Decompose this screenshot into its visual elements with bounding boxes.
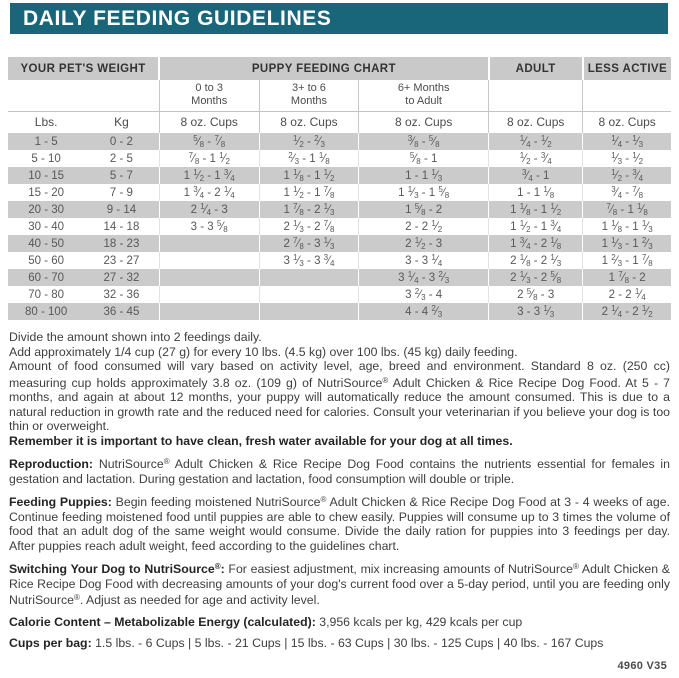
- cell-lbs: 60 - 70: [8, 269, 84, 286]
- paragraph-text: 3,956 kcals per kg, 429 kcals per cup: [315, 614, 523, 629]
- cell-kg: 14 - 18: [103, 220, 140, 233]
- cell-m0_3: $^7⁄_8 - 1$ $^1⁄_2$: [159, 150, 259, 167]
- note-paragraph: [9, 636, 670, 651]
- cell-kg: 32 - 36: [103, 288, 140, 301]
- cell-m0_3: [159, 303, 259, 320]
- cell-less_active: $^3⁄_4$ - $^7⁄_8$: [583, 184, 671, 201]
- cell-lbs: 30 - 40: [28, 220, 65, 233]
- cell-kg: 27 - 32: [84, 269, 159, 286]
- cell-kg: 2 - 5: [109, 152, 133, 165]
- cell-lbs: 20 - 30: [8, 201, 84, 218]
- cell-m3_6: 2 $^7⁄_8 - 3$ $^1⁄_3$: [259, 235, 358, 252]
- paragraph-lead: Calorie Content – Metabolizable Energy (calculated):: [9, 614, 316, 629]
- paragraph-lead: Cups per bag:: [9, 636, 92, 650]
- cell-m0_3: 2 $^1⁄_4 - 3$: [159, 201, 259, 218]
- cell-m3_6: $^2⁄_3 - 1$ $^1⁄_8$: [259, 150, 358, 167]
- intro-line-1: Divide the amount shown into 2 feedings daily.: [9, 330, 262, 344]
- table-row: [8, 184, 671, 201]
- header-puppy-feeding-chart: PUPPY FEEDING CHART: [159, 57, 488, 80]
- table-row: [8, 235, 671, 252]
- cell-adult: 2 $^1⁄_8 - 2$ $^1⁄_3$: [489, 252, 583, 269]
- cell-m6_adult: 2 $^1⁄_2 - 3$: [359, 235, 489, 252]
- note-paragraph: [9, 493, 670, 553]
- cell-kg: 5 - 7: [84, 167, 159, 184]
- title-bar: [10, 3, 668, 34]
- header-0-3-months: 0 to 3 Months: [159, 80, 259, 111]
- cell-m6_adult: 1 - 1 $^1⁄_3$: [359, 167, 489, 184]
- cell-m3_6: 1 $^1⁄_8 - 1$ $^1⁄_2$: [259, 167, 358, 184]
- unit-cups-0-3: 8 oz. Cups: [159, 111, 259, 133]
- cell-adult: $^1⁄_4$ - $^1⁄_2$: [489, 133, 583, 150]
- cell-m0_3: [159, 269, 259, 286]
- cell-less_active: $^1⁄_3$ - $^1⁄_2$: [583, 150, 671, 167]
- unit-cups-6-adult: 8 oz. Cups: [359, 111, 489, 133]
- cell-kg: 36 - 45: [84, 303, 159, 320]
- table-row: [8, 133, 671, 150]
- paragraph-text: For easiest adjustment, mix increasing amounts of NutriSource® Adult Chicken & Rice Recipe Dog Food with decreasing amounts of your dog's current food over a 5-day period, until you are feeding only NutriSource®. Adjust as needed for age and activity level.: [9, 562, 670, 607]
- cell-less_active: 1 $^2⁄_3 - 1$ $^7⁄_8$: [583, 252, 671, 269]
- cell-kg: 0 - 2: [84, 133, 159, 150]
- unit-cups-3-6: 8 oz. Cups: [259, 111, 358, 133]
- table-row: [8, 218, 671, 235]
- cell-lbs: 70 - 80: [28, 288, 65, 301]
- cell-lbs: 10 - 15: [8, 167, 84, 184]
- table-row: [8, 303, 671, 320]
- units-header-row: [8, 111, 671, 133]
- cell-lbs: 50 - 60: [28, 254, 65, 267]
- cell-m0_3: $^5⁄_8$ - $^7⁄_8$: [159, 133, 259, 150]
- cell-adult: 1 $^1⁄_8 - 1$ $^1⁄_2$: [489, 201, 583, 218]
- cell-m3_6: 1 $^7⁄_8 - 2$ $^1⁄_3$: [259, 201, 358, 218]
- cell-m6_adult: 3 $^2⁄_3 - 4$: [359, 286, 489, 303]
- feeding-table: [8, 57, 671, 320]
- cell-less_active: $^1⁄_4$ - $^1⁄_3$: [583, 133, 671, 150]
- paragraph-text: 1.5 lbs. - 6 Cups | 5 lbs. - 21 Cups | 15 lbs. - 63 Cups | 30 lbs. - 125 Cups | 40 lbs. - 167 Cups: [91, 636, 604, 650]
- cell-m0_3: [159, 286, 259, 303]
- cell-m0_3: 3 - 3 $^5⁄_8$: [159, 218, 259, 235]
- cell-adult: 3 - 3 $^1⁄_3$: [489, 303, 583, 320]
- header-3-6-months: 3+ to 6 Months: [259, 80, 358, 111]
- intro-body: Amount of food consumed will vary based on activity level, age, breed and environment. Standard 8 oz. (250 cc) measuring cup holds approximately 3.8 oz. (109 g) of NutriSource® Adult Chicken & Rice Recipe Dog Food. At 5 - 7 months, and again at about 12 months, your puppy will automatically reduce the amount consumed. This is due to a natural reduction in growth rate and the reduced need for calories. Consult your veterinarian if you believe your dog is too thin or overweight.: [9, 359, 670, 433]
- cell-m0_3: 1 $^1⁄_2 - 1$ $^3⁄_4$: [159, 167, 259, 184]
- cell-lbs: 15 - 20: [28, 186, 65, 199]
- table-row: [8, 150, 671, 167]
- note-paragraph: [9, 455, 670, 486]
- cell-m6_adult: $^5⁄_8 - 1$: [359, 150, 489, 167]
- cell-lbs: 80 - 100: [8, 303, 84, 320]
- cell-m0_3: [159, 235, 259, 252]
- form-code: 4960 V35: [617, 660, 667, 672]
- cell-m6_adult: $^3⁄_8$ - $^5⁄_8$: [359, 133, 489, 150]
- cell-m6_adult: 2 - 2 $^1⁄_2$: [359, 218, 489, 235]
- cell-m0_3: 1 $^3⁄_4 - 2$ $^1⁄_4$: [159, 184, 259, 201]
- cell-less_active: 1 $^1⁄_8 - 1$ $^1⁄_3$: [583, 218, 671, 235]
- cell-adult: 1 - 1 $^1⁄_8$: [489, 184, 583, 201]
- fresh-water-note: Remember it is important to have clean, fresh water available for your dog at all times.: [9, 433, 513, 448]
- cell-m6_adult: 1 $^1⁄_3 - 1$ $^5⁄_8$: [359, 184, 489, 201]
- cell-less_active: $^1⁄_2$ - $^3⁄_4$: [583, 167, 671, 184]
- paragraph-text: NutriSource® Adult Chicken & Rice Recipe Dog Food contains the nutrients essential for females in gestation and lactation. During gestation and lactation, food consumption will double or triple.: [9, 457, 670, 486]
- cell-m3_6: 2 $^1⁄_3 - 2$ $^7⁄_8$: [259, 218, 358, 235]
- cell-adult: 1 $^1⁄_2 - 1$ $^3⁄_4$: [489, 218, 583, 235]
- note-paragraph: [9, 560, 670, 608]
- paragraph-text: Begin feeding moistened NutriSource® Adult Chicken & Rice Recipe Dog Food at 3 - 4 weeks of age. Continue feeding moistened food until puppies are able to chew easily. Puppies will consume up to 3 times the volume of food that an adult dog of the same weight would consume. Divide the daily ration for puppies into 3 feedings per day. After puppies reach adult weight, feed according to the guidelines chart.: [9, 495, 670, 553]
- paragraph-lead: Reproduction:: [9, 457, 94, 471]
- group-header-row: [8, 57, 671, 80]
- header-6-months-to-adult: 6+ Months to Adult: [359, 80, 489, 111]
- note-paragraph: [9, 615, 670, 630]
- cell-m6_adult: 4 - 4 $^2⁄_3$: [359, 303, 489, 320]
- paragraph-lead: Switching Your Dog to NutriSource®:: [9, 562, 225, 576]
- cell-kg: 18 - 23: [84, 235, 159, 252]
- table-row: [8, 201, 671, 218]
- cell-m6_adult: 1 $^5⁄_8 - 2$: [359, 201, 489, 218]
- table-row: [8, 252, 671, 269]
- cell-lbs: 40 - 50: [8, 235, 84, 252]
- intro-line-2: Add approximately 1/4 cup (27 g) for every 10 lbs. (4.5 kg) over 100 lbs. (45 kg) daily feeding.: [9, 344, 518, 359]
- cell-kg: 23 - 27: [103, 254, 140, 267]
- cell-m3_6: [259, 303, 358, 320]
- cell-m3_6: $^1⁄_2$ - $^2⁄_3$: [259, 133, 358, 150]
- table-row: [8, 269, 671, 286]
- cell-kg: 7 - 9: [109, 186, 133, 199]
- unit-cups-adult: 8 oz. Cups: [489, 111, 583, 133]
- header-less-active: LESS ACTIVE: [583, 57, 671, 80]
- cell-adult: $^3⁄_4 - 1$: [489, 167, 583, 184]
- cell-less_active: $^7⁄_8 - 1$ $^1⁄_8$: [583, 201, 671, 218]
- cell-less_active: 1 $^1⁄_3 - 1$ $^2⁄_3$: [583, 235, 671, 252]
- intro-paragraph: [9, 330, 670, 448]
- cell-m6_adult: 3 $^1⁄_4 - 3$ $^2⁄_3$: [359, 269, 489, 286]
- unit-cups-less-active: 8 oz. Cups: [583, 111, 671, 133]
- table-row: [8, 286, 671, 303]
- cell-m3_6: [259, 269, 358, 286]
- cell-m3_6: 1 $^1⁄_2 - 1$ $^7⁄_8$: [259, 184, 358, 201]
- age-range-header-row: [8, 80, 671, 111]
- cell-less_active: 1 $^7⁄_8 - 2$: [583, 269, 671, 286]
- cell-m0_3: [159, 252, 259, 269]
- cell-adult: 2 $^5⁄_8 - 3$: [489, 286, 583, 303]
- paragraph-lead: Feeding Puppies:: [9, 495, 112, 509]
- feeding-table-body: [8, 133, 671, 320]
- cell-m6_adult: 3 - 3 $^1⁄_4$: [359, 252, 489, 269]
- header-your-pets-weight: YOUR PET'S WEIGHT: [8, 57, 159, 80]
- cell-m3_6: [259, 286, 358, 303]
- cell-lbs: 1 - 5: [8, 133, 84, 150]
- header-adult: ADULT: [489, 57, 583, 80]
- cell-m3_6: 3 $^1⁄_3 - 3$ $^3⁄_4$: [259, 252, 358, 269]
- header-kg: Kg: [84, 111, 159, 133]
- cell-kg: 9 - 14: [84, 201, 159, 218]
- page-title: DAILY FEEDING GUIDELINES: [23, 6, 332, 30]
- header-lbs: Lbs.: [8, 111, 84, 133]
- cell-adult: 1 $^3⁄_4 - 2$ $^1⁄_8$: [489, 235, 583, 252]
- cell-adult: 2 $^1⁄_3 - 2$ $^5⁄_8$: [489, 269, 583, 286]
- notes-text-block: [9, 330, 670, 658]
- cell-adult: $^1⁄_2$ - $^3⁄_4$: [489, 150, 583, 167]
- sections: [9, 455, 670, 651]
- cell-lbs: 5 - 10: [31, 152, 61, 165]
- table-row: [8, 167, 671, 184]
- cell-less_active: 2 - 2 $^1⁄_4$: [583, 286, 671, 303]
- cell-less_active: 2 $^1⁄_4 - 2$ $^1⁄_2$: [583, 303, 671, 320]
